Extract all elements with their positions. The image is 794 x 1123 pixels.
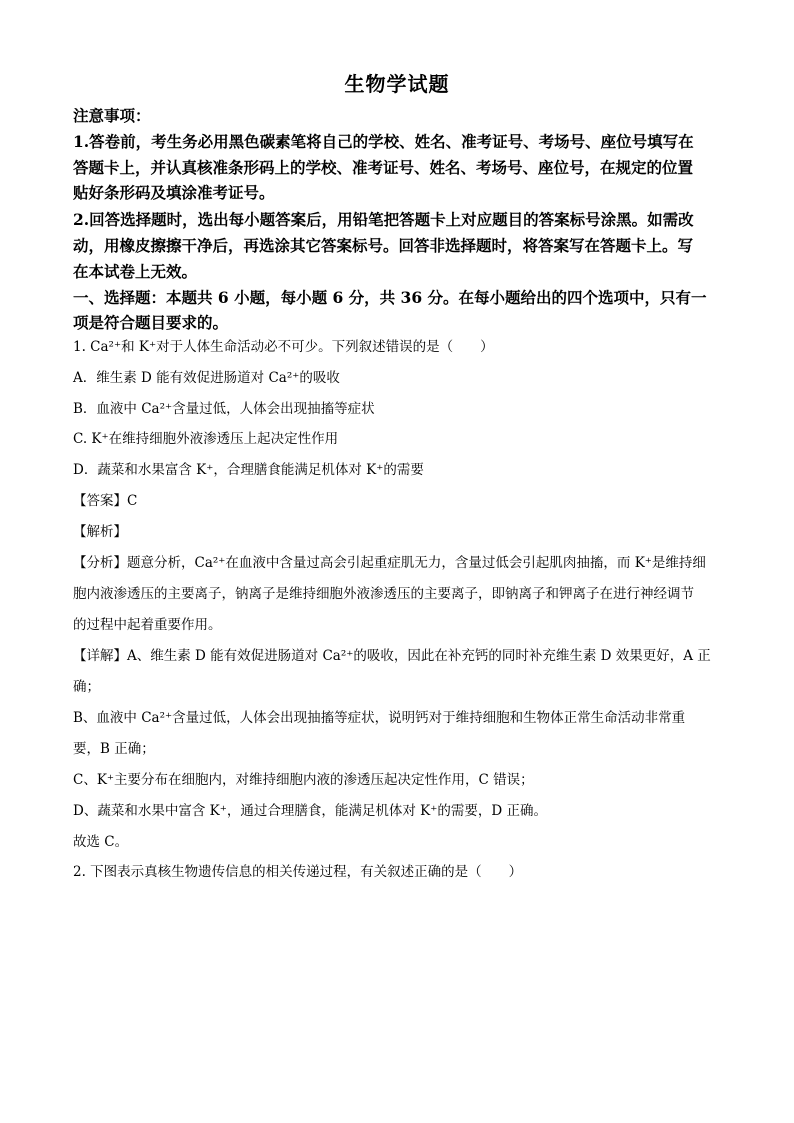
explanation-line: 确； [73,679,100,695]
explanation-line: 【详解】A、维生素 D 能有效促进肠道对 Ca²⁺的吸收，因此在补充钙的同时补充维生素 D 效果更好，A 正 [73,648,711,664]
explanation-line: 故选 C。 [73,834,129,850]
notice-line: 2.回答选择题时，选出每小题答案后，用铅笔把答题卡上对应题目的答案标号涂黑。如需改 [73,210,694,229]
explanation-line: C、K⁺主要分布在细胞内，对维持细胞内液的渗透压起决定性作用，C 错误； [73,772,534,788]
notice-line: 答题卡上，并认真核准条形码上的学校、准考证号、姓名、考场号、座位号，在规定的位置 [73,158,694,177]
notice-line: 贴好条形码及填涂准考证号。 [73,183,275,202]
notice-line: 1.答卷前，考生务必用黑色碳素笔将自己的学校、姓名、准考证号、考场号、座位号填写在 [73,132,694,151]
option-b: B．血液中 Ca²⁺含量过低，人体会出现抽搐等症状 [73,401,375,417]
explanation-line: D、蔬菜和水果中富含 K⁺，通过合理膳食，能满足机体对 K⁺的需要，D 正确。 [73,803,547,819]
question-stem: 2. 下图表示真核生物遗传信息的相关传递过程，有关叙述正确的是（ ） [73,864,523,880]
answer-label: 【答案】C [73,493,138,509]
section-heading: 项是符合题目要求的。 [73,313,229,332]
analysis-label: 【解析】 [73,524,127,540]
option-c: C. K⁺在维持细胞外液渗透压上起决定性作用 [73,431,339,447]
explanation-line: B、血液中 Ca²⁺含量过低，人体会出现抽搐等症状，说明钙对于维持细胞和生物体正常生命活动非常重 [73,710,686,726]
notice-line: 动，用橡皮擦擦干净后，再选涂其它答案标号。回答非选择题时，将答案写在答题卡上。写 [73,236,694,255]
section-heading: 一、选择题：本题共 6 小题，每小题 6 分，共 36 分。在每小题给出的四个选项中，只有一 [73,288,707,307]
page-title: 生物学试题 [344,72,450,96]
explanation-line: 【分析】题意分析，Ca²⁺在血液中含量过高会引起重症肌无力，含量过低会引起肌肉抽搐，而 K⁺是维持细 [73,555,706,571]
option-a: A．维生素 D 能有效促进肠道对 Ca²⁺的吸收 [73,370,340,386]
question-stem: 1. Ca²⁺和 K⁺对于人体生命活动必不可少。下列叙述错误的是（ ） [73,339,494,355]
option-d: D．蔬菜和水果富含 K⁺，合理膳食能满足机体对 K⁺的需要 [73,462,424,478]
explanation-line: 的过程中起着重要作用。 [73,617,222,633]
notice-heading: 注意事项： [73,106,151,125]
explanation-line: 要，B 正确； [73,741,155,757]
notice-line: 在本试卷上无效。 [73,262,198,281]
explanation-line: 胞内液渗透压的主要离子，钠离子是维持细胞外液渗透压的主要离子，即钠离子和钾离子在进行神经调节 [73,586,694,602]
